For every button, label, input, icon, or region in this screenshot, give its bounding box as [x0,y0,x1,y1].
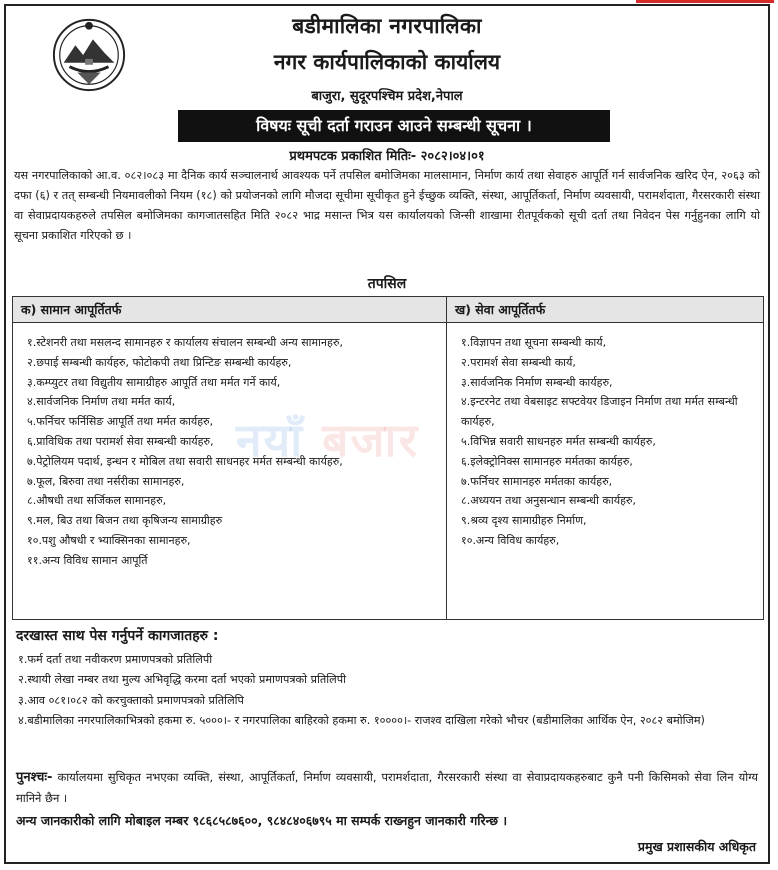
list-item: ९.श्रव्य दृश्य सामाग्रीहरु निर्माण, [461,514,587,528]
intro-paragraph: यस नगरपालिकाको आ.व. ०८२।०८३ मा दैनिक कार्य सञ्चालनार्थ आवश्यक पर्ने तपसिल बमोजिमका मालसामान, निर्माण कार्य तथा सेवाहरु आपूर्ति गर्न सार्वजनिक खरिद ऐन, २०६३ को दफा (६) र तत् सम्बन्धी नियमावलीको नियम (१८) को प्रयोजनको लागि मौजदा सूचीमा सूचीकृत हुने ईच्छुक व्यक्ति, संस्था, आपूर्तिकर्ता, निर्माण व्यवसायी, परामर्शदाता, गैरसरकारी संस्था वा सेवाप्रदायकहरुले तपसिल बमोजिमका कागजातसहित मिति २०८२ भाद्र मसान्त भित्र यस कार्यालयको जिन्सी शाखामा रीतपूर्वकको सूची दर्ता तथा निवेदन पेस गर्नुहुनका लागि यो सूचना प्रकाशित गरिएको छ । [14,169,760,242]
list-item: ५.फर्निचर फर्निसिङ आपूर्ति तथा मर्मत कार्यहरु, [27,415,214,429]
watermark-part2: बजार [322,413,420,467]
notice-subject: विषयः सूची दर्ता गराउन आउने सम्बन्धी सूचना । [178,110,610,142]
list-item: ७.फूल, बिरुवा तथा नर्सरीका सामानहरु, [27,474,185,488]
list-item: २.छपाई सम्बन्धी कार्यहरु, फोटोकपी तथा प्रिन्टिङ सम्बन्धी कार्यहरु, [27,355,292,369]
list-item: ११.अन्य विविध सामान आपूर्ति [27,553,148,567]
watermark [236,408,419,470]
top-accent-bar [636,0,774,3]
list-item: १०.अन्य विविध कार्यहरु, [461,533,560,547]
notice-header [6,6,768,118]
list-item: ३.सार्वजनिक निर्माण सम्बन्धी कार्यहरु, [461,375,613,389]
office-address: बाजुरा, सुदूरपश्चिम प्रदेश,नेपाल [311,89,463,104]
list-item: ७.पेट्रोलियम पदार्थ, इन्धन र मोबिल तथा सवारी साधनहर मर्मत सम्बन्धी कार्यहरु, [27,454,343,468]
services-list [447,323,763,551]
watermark-part1: नयाँ [236,413,305,467]
list-item: ४.सार्वजनिक निर्माण तथा मर्मत कार्य, [27,395,176,409]
list-item: २.स्थायी लेखा नम्बर तथा मुल्य अभिवृद्धि करमा दर्ता भएको प्रमाणपत्रको प्रतिलिपी [18,673,346,687]
goods-heading: क) सामान आपूर्तितर्फ [13,297,446,323]
documents-heading: दरखास्त साथ पेस गर्नुपर्ने कागजातहरु : [16,628,219,644]
list-item: १०.पशु औषधी र भ्याक्सिनका सामानहरु, [27,533,191,547]
list-item: ८.औषधी तथा सर्जिकल सामानहरु, [27,494,167,508]
office-name: नगर कार्यपालिकाको कार्यालय [273,50,501,74]
postscript-note [16,767,758,809]
list-item: ४.बडीमालिका नगरपालिकाभित्रको हकमा रु. ५०००।- र नगरपालिका बाहिरको हकमा रु. १००००।- राजश्व दाखिला गरेको भौचर (बडीमालिका आर्थिक ऐन, २०८२ बमोजिम) [18,714,705,728]
services-heading: ख) सेवा आपूर्तितर्फ [447,297,763,323]
signature-title: प्रमुख प्रशासकीय अधिकृत [637,839,756,854]
list-item: ६.प्राविधिक तथा परामर्श सेवा सम्बन्धी कार्यहरु, [27,434,214,448]
documents-list [18,650,758,732]
list-item: ४.इन्टरनेट तथा वेबसाइट सफ्टवेयर डिजाइन निर्माण तथा मर्मत सम्बन्धी कार्यहरु, [461,395,738,429]
list-item: ९.मल, बिउ तथा बिजन तथा कृषिजन्य सामाग्रीहरु [27,514,223,528]
list-item: १.विज्ञापन तथा सूचना सम्बन्धी कार्य, [461,336,607,349]
notice-page [4,4,770,864]
list-item: ३.कम्प्युटर तथा विद्युतीय सामाग्रीहरु आपूर्ति तथा मर्मत गर्ने कार्य, [27,375,281,389]
list-item: १.फर्म दर्ता तथा नवीकरण प्रमाणपत्रको प्रतिलिपी [18,653,213,666]
list-item: ८.अध्ययन तथा अनुसन्धान सम्बन्धी कार्यहरु, [461,494,637,508]
publish-date: प्रथमपटक प्रकाशित मितिः- २०८२।०४।०१ [289,149,485,164]
list-item: १.स्टेशनरी तथा मसलन्द सामानहरु र कार्यालय संचालन सम्बन्धी अन्य सामानहरु, [27,336,343,349]
schedule-heading: तपसिल [367,276,407,292]
postscript-text: कार्यालयमा सुचिकृत नभएका व्यक्ति, संस्था, आपूर्तिकर्ता, निर्माण व्यवसायी, परामर्शदाता, गैरसरकारी संस्था वा सेवाप्रदायकहरुबाट कुनै पनी किसिमको सेवा लिन योग्य मानिने छैन । [16,770,758,805]
services-column [447,297,763,619]
list-item: ७.फर्निचर सामानहरु मर्मतका कार्यहरु, [461,474,613,488]
list-item: ५.विभिन्न सवारी साधनहरु मर्मत सम्बन्धी कार्यहरु, [461,434,656,448]
list-item: २.परामर्श सेवा सम्बन्धी कार्य, [461,355,576,369]
municipality-name: बडीमालिका नगरपालिका [292,14,482,38]
postscript-label: पुनश्चः- [16,770,53,785]
list-item: ६.इलेक्ट्रोनिक्स सामानहरु मर्मतका कार्यहरु, [461,454,633,468]
contact-info: अन्य जानकारीको लागि मोबाइल नम्बर ९८६८५८७६००, ९८४८४०६७९५ मा सम्पर्क राख्नहुन जानकारी गरिन्छ । [16,813,508,828]
list-item: ३.आव ०८१।०८२ को करचुक्ताको प्रमाणपत्रको प्रतिलिपि [18,693,244,707]
